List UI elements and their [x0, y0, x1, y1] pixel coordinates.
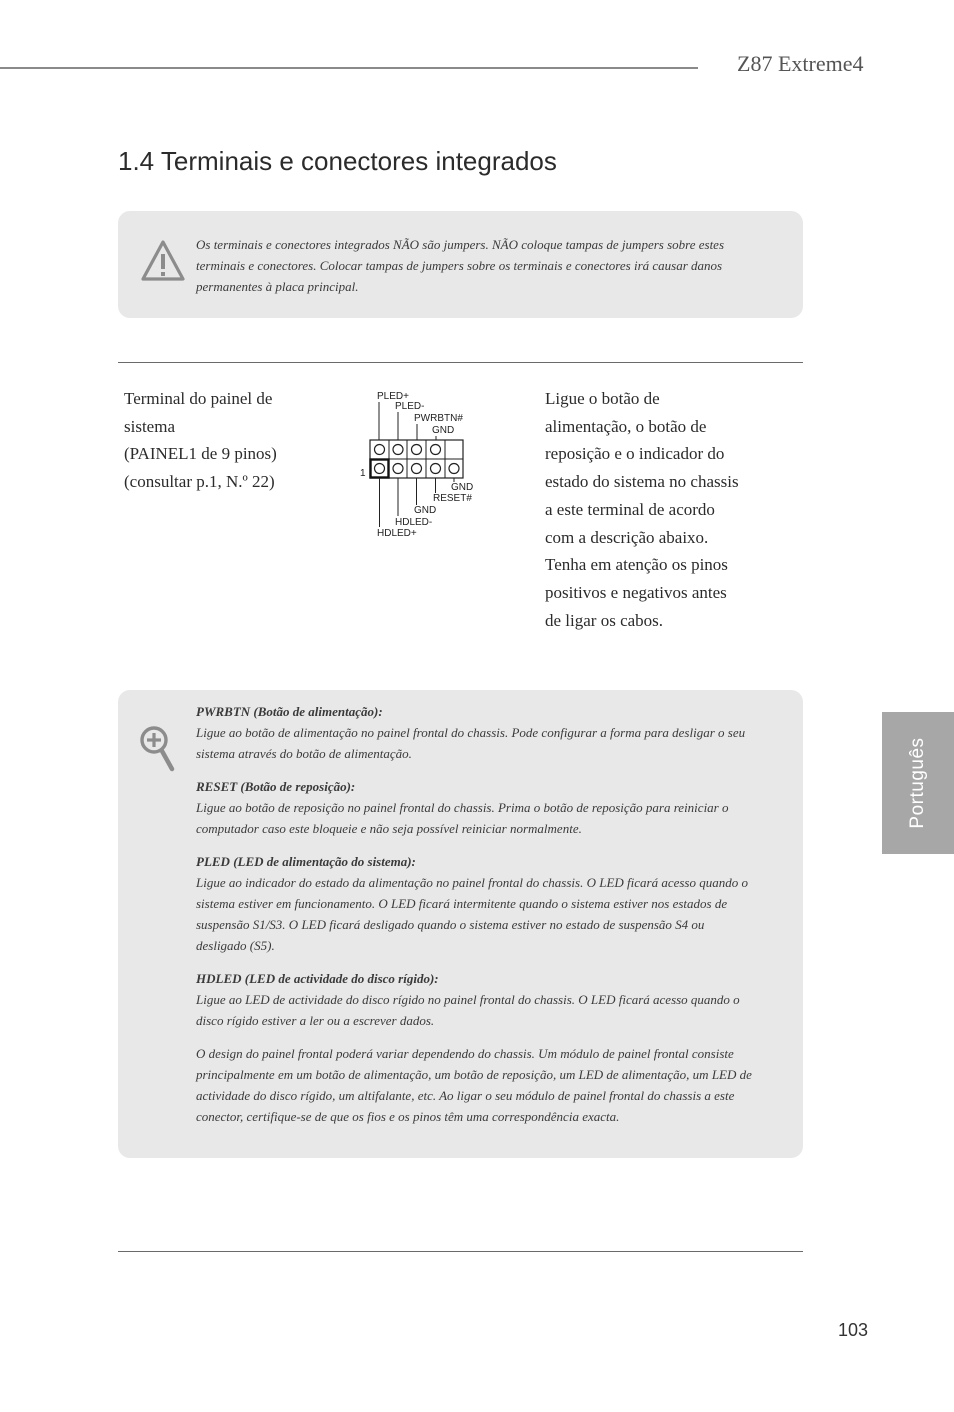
- notes-box: [118, 690, 803, 1158]
- section-title: 1.4 Terminais e conectores integrados: [118, 146, 557, 176]
- language-tab[interactable]: [882, 712, 954, 854]
- panel-header-diagram: [355, 388, 495, 548]
- label-gnd-bottom: GND: [414, 505, 437, 516]
- label-gnd-top: GND: [432, 425, 455, 436]
- header-rule: [0, 67, 698, 69]
- note-body: Ligue ao indicador do estado da alimentação no painel frontal do chassis. O LED ficará acesso quando o sistema estiver em funcionamento. O LED ficará intermitente quando o sistema estiver nos estados de suspensão S1/S3. O LED ficará desligado quando o sistema estiver no estado de suspensão S4 ou desligado (S5).: [196, 875, 748, 953]
- warning-triangle-icon: [140, 239, 186, 288]
- note-heading: PWRBTN (Botão de alimentação):: [196, 704, 383, 719]
- panel-title-line: Terminal do painel de: [124, 389, 273, 408]
- note-heading: HDLED (LED de actividade do disco rígido):: [196, 971, 439, 986]
- model-name: Z87 Extreme4: [737, 51, 864, 76]
- note-body: Ligue ao botão de reposição no painel frontal do chassis. Prima o botão de reposição para reiniciar o computador caso este bloqueie e não seja possível reiniciar normalmente.: [196, 800, 729, 836]
- label-reset: RESET#: [433, 493, 472, 504]
- note-pwrbtn: [196, 701, 756, 764]
- note-hdled: [196, 968, 756, 1031]
- notes-content: [196, 701, 756, 1139]
- section-divider: [118, 362, 803, 363]
- label-gnd-right: GND: [451, 482, 474, 493]
- label-pled-minus: PLED-: [395, 401, 425, 412]
- label-hdled-minus: HDLED-: [395, 517, 433, 528]
- label-hdled-plus: HDLED+: [377, 528, 417, 539]
- note-body: Ligue ao botão de alimentação no painel frontal do chassis. Pode configurar a forma para desligar o seu sistema através do botão de alimentação.: [196, 725, 746, 761]
- note-body: Ligue ao LED de actividade do disco rígido no painel frontal do chassis. O LED ficará acesso quando o disco rígido estiver a ler ou a escrever dados.: [196, 992, 740, 1028]
- language-tab-label: Português: [907, 737, 928, 829]
- label-pled-plus: PLED+: [377, 391, 409, 402]
- note-heading: RESET (Botão de reposição):: [196, 779, 356, 794]
- panel-title-line: (PAINEL1 de 9 pinos): [124, 444, 277, 463]
- label-pin-one: 1: [360, 468, 366, 479]
- label-pwrbtn: PWRBTN#: [414, 413, 463, 424]
- panel-title-line: sistema: [124, 416, 175, 436]
- panel-description: Ligue o botão de alimentação, o botão de reposição e o indicador do estado do sistema no chassis a este terminal de acordo com a descrição abaixo. Tenha em atenção os pinos positivos e negativos antes de ligar os cabos.: [545, 389, 739, 630]
- page-number: 103: [838, 1320, 869, 1340]
- warning-box: [118, 211, 803, 318]
- magnifier-plus-icon: [138, 724, 178, 779]
- note-heading: PLED (LED de alimentação do sistema):: [196, 854, 416, 869]
- note-pled: [196, 851, 756, 956]
- note-footer: O design do painel frontal poderá variar dependendo do chassis. Um módulo de painel frontal consiste principalmente em um botão de alimentação, um botão de reposição, um LED de alimentação, um LED de actividade do disco rígido, um altifalante, etc. Ao ligar o seu módulo de painel frontal do chassis a este conector, certifique-se de que os fios e os pinos têm uma correspondência exacta.: [196, 1046, 752, 1124]
- panel-title: [124, 385, 324, 495]
- note-reset: [196, 776, 756, 839]
- warning-text: Os terminais e conectores integrados NÃO são jumpers. NÃO coloque tampas de jumpers sobre estes terminais e conectores. Colocar tampas de jumpers sobre os terminais e conectores irá causar danos permanentes à placa principal.: [196, 237, 725, 294]
- panel-title-line: (consultar p.1, N.º 22): [124, 471, 275, 491]
- bottom-divider: [118, 1251, 803, 1252]
